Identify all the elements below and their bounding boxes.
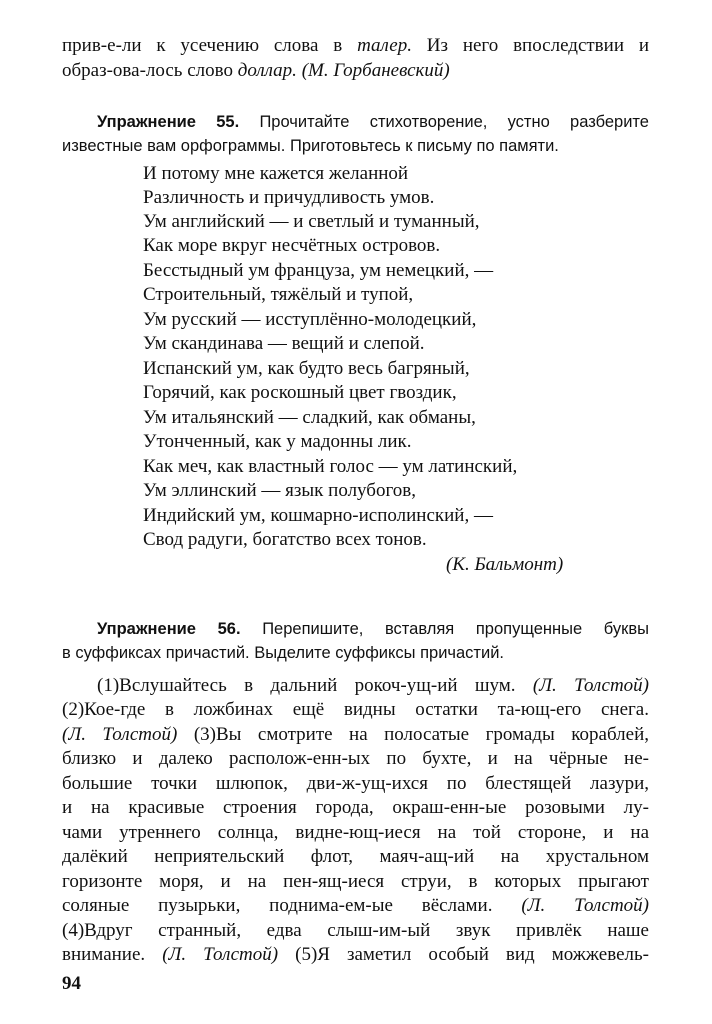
exercise-56-title: Упражнение 56. bbox=[97, 620, 241, 638]
poem-line: Ум русский — исступлённо-молодецкий, bbox=[143, 309, 477, 330]
text-line: (4)Вдруг странный, едва слыш-им-ый звук привлёк наше bbox=[62, 920, 649, 941]
text-line: далёкий неприятельский флот, маяч-ащ-ий на хрустальном bbox=[62, 846, 649, 867]
exercise-56-task-line-2: в суффиксах причастий. Выделите суффиксы причастий. bbox=[62, 644, 505, 662]
text-line: (Л. Толстой) (3)Вы смотрите на полосатые громады кораблей, bbox=[62, 724, 649, 745]
poem-author: (К. Бальмонт) bbox=[446, 554, 564, 575]
poem-line: Бесстыдный ум француза, ум немецкий, — bbox=[143, 260, 494, 281]
text-line: и на красивые строения города, окраш-енн-ые розовыми лу- bbox=[62, 797, 649, 818]
text-line: горизонте моря, и на пен-ящ-иеся струи, в которых прыгают bbox=[62, 871, 649, 892]
exercise-56-task-line-1: Упражнение 56. Перепишите, вставляя пропущенные буквы bbox=[97, 620, 649, 638]
text-line: (2)Кое-где в ложбинах ещё видны остатки та-ющ-его снега. bbox=[62, 699, 649, 720]
poem-line: Ум английский — и светлый и туманный, bbox=[143, 211, 480, 232]
text-line: внимание. (Л. Толстой) (5)Я заметил особый вид можжевель- bbox=[62, 944, 649, 965]
text-line: (1)Вслушайтесь в дальний рокоч-ущ-ий шум. (Л. Толстой) bbox=[97, 675, 649, 696]
text-line: большие точки шлюпок, дви-ж-ущ-ихся по блестящей лазури, bbox=[62, 773, 649, 794]
poem-line: Утонченный, как у мадонны лик. bbox=[143, 431, 412, 452]
text-line: соляные пузырьки, поднима-ем-ые вёслами. (Л. Толстой) bbox=[62, 895, 649, 916]
page-number: 94 bbox=[62, 973, 81, 994]
poem-line: Свод радуги, богатство всех тонов. bbox=[143, 529, 427, 550]
poem-line: Ум эллинский — язык полубогов, bbox=[143, 480, 417, 501]
poem-line: Как море вкруг несчётных островов. bbox=[143, 235, 441, 256]
intro-line-1: прив-е-ли к усечению слова в талер. Из него впоследствии и bbox=[62, 35, 649, 56]
poem-line: Строительный, тяжёлый и тупой, bbox=[143, 284, 414, 305]
poem-line: Различность и причудливость умов. bbox=[143, 187, 435, 208]
exercise-55-title: Упражнение 55. bbox=[97, 113, 240, 131]
poem-line: Горячий, как роскошный цвет гвоздик, bbox=[143, 382, 457, 403]
poem-line: Ум скандинава — вещий и слепой. bbox=[143, 333, 425, 354]
text-line: чами утреннего солнца, видне-ющ-иеся на той стороне, и на bbox=[62, 822, 649, 843]
poem-line: Испанский ум, как будто весь багряный, bbox=[143, 358, 470, 379]
intro-line-2: образ-ова-лось слово доллар. (М. Горбаневский) bbox=[62, 60, 450, 81]
poem-line: Индийский ум, кошмарно-исполинский, — bbox=[143, 505, 493, 526]
poem-line: И потому мне кажется желанной bbox=[143, 163, 409, 184]
exercise-55-task-line-1: Упражнение 55. Прочитайте стихотворение, устно разберите bbox=[97, 113, 649, 131]
text-line: близко и далеко располож-енн-ых по бухте, и на чёрные не- bbox=[62, 748, 649, 769]
exercise-55-task-line-2: известные вам орфограммы. Приготовьтесь к письму по памяти. bbox=[62, 137, 559, 155]
poem-line: Как меч, как властный голос — ум латинский, bbox=[143, 456, 518, 477]
poem-line: Ум итальянский — сладкий, как обманы, bbox=[143, 407, 476, 428]
